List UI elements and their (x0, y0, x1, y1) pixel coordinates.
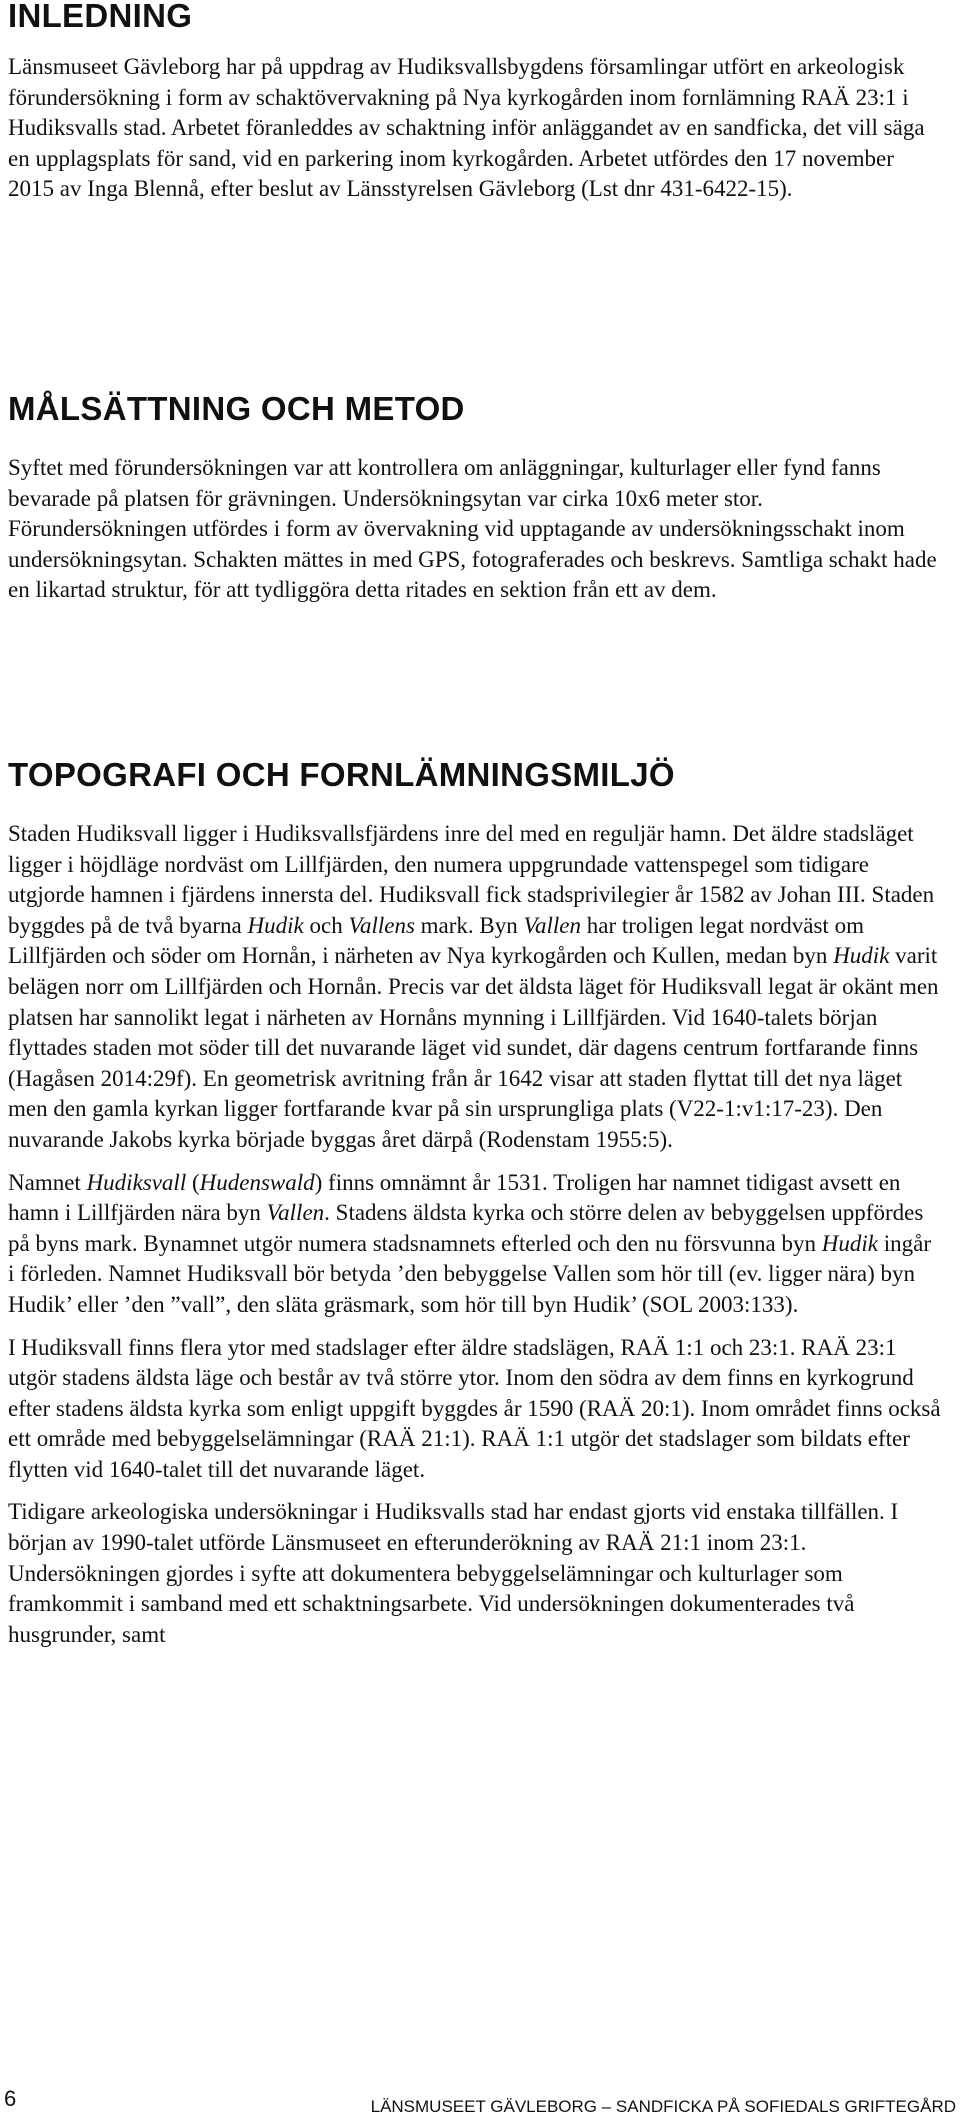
paragraph-text: ingår i förleden. Namnet Hudiksvall bör betyda ’den bebyggelse Vallen som hör till (ev. ligger nära) byn Hudik’ eller ’den ”vall”, den släta gräsmark, som hör till byn Hudik’ (SOL 2003:133). (8, 1230, 931, 1317)
place-name-italic: Hudik (833, 943, 890, 969)
paragraph-text: ) finns omnämnt år 1531. Troligen har namnet tidigast avsett en hamn i Lillfjärden nära byn (8, 1169, 901, 1226)
paragraph-text: Namnet (8, 1169, 87, 1195)
paragraph (8, 52, 943, 205)
place-name-italic: Hudiksvall (86, 1169, 187, 1195)
paragraph (8, 1333, 943, 1486)
place-name-italic: Hudik (247, 912, 304, 938)
section-heading-inledning: INLEDNING (8, 0, 193, 34)
paragraph-text: ( (186, 1169, 200, 1195)
paragraph-text: Länsmuseet Gävleborg har på uppdrag av Hudiksvallsbygdens församlingar utfört en arkeologisk förundersökning i form av schaktövervakning på Nya kyrkogården inom fornlämning RAÄ 23:1 i Hudiksvalls stad. Arbetet föranleddes av schaktning inför anläggandet av en sandficka, det vill säga en upplagsplats för sand, vid en parkering inom kyrkogården. Arbetet utfördes den 17 november 2015 av Inga Blennå, efter beslut av Länsstyrelsen Gävleborg (Lst dnr 431-6422-15). (8, 54, 925, 202)
paragraph-text: och (303, 912, 349, 938)
page-number: 6 (4, 2086, 17, 2111)
section-heading-topografi-och-fornlamningsmiljo: TOPOGRAFI OCH FORNLÄMNINGSMILJÖ (8, 756, 675, 793)
paragraph-text: Tidigare arkeologiska undersökningar i Hudiksvalls stad har endast gjorts vid enstaka tillfällen. I början av 1990-talet utförde Länsmuseet en efterunderökning av RAÄ 21:1 inom 23:1. Undersökningen gjordes i syfte att dokumentera bebyggelselämningar och kulturlager som framkommit i samband med ett schaktningsarbete. Vid undersökningen dokumenterades två husgrunder, samt (8, 1499, 899, 1647)
section-body-malsattning-och-metod (8, 453, 943, 606)
section-heading-malsattning-och-metod: MÅLSÄTTNING OCH METOD (8, 390, 465, 427)
paragraph (8, 453, 943, 606)
section-body-inledning (8, 52, 943, 205)
paragraph-text: varit belägen norr om Lillfjärden och Hornån. Precis var det äldsta läget för Hudiksvall legat är okänt men platsen har sannolikt legat i närheten av Hornåns mynning i Lillfjärden. Vid 1640-talets början flyttades staden mot söder till det nuvarande läget vid sundet, där dagens centrum fortfarande finns (Hagåsen 2014:29f). En geometrisk avritning från år 1642 visar att staden flyttat till det nya läget men den gamla kyrkan ligger fortfarande kvar på sin ursprungliga plats (V22-1:v1:17-23). Den nuvarande Jakobs kyrka började byggas året därpå (Rodenstam 1955:5). (8, 943, 939, 1152)
section-body-topografi-och-fornlamningsmiljo (8, 819, 943, 1650)
paragraph-text: har troligen legat nordväst om Lillfjärden och söder om Hornån, i närheten av Nya kyrkogården och Kullen, medan byn (8, 912, 864, 969)
paragraph-text: Syftet med förundersökningen var att kontrollera om anläggningar, kulturlager eller fynd fanns bevarade på platsen för grävningen. Undersökningsytan var cirka 10x6 meter stor. Förundersökningen utfördes i form av övervakning vid upptagande av undersökningsschakt inom undersökningsytan. Schakten mättes in med GPS, fotograferades och beskrevs. Samtliga schakt hade en likartad struktur, för att tydliggöra detta ritades en sektion från ett av dem. (8, 455, 937, 603)
place-name-italic: Vallens (348, 912, 415, 938)
paragraph-text: I Hudiksvall finns flera ytor med stadslager efter äldre stadslägen, RAÄ 1:1 och 23:1. RAÄ 23:1 utgör stadens äldsta läge och består av två större ytor. Inom den södra av dem finns en kyrkogrund efter stadens äldsta kyrka som enligt uppgift byggdes år 1590 (RAÄ 20:1). Inom området finns också ett område med bebyggelselämningar (RAÄ 21:1). RAÄ 1:1 utgör det stadslager som bildats efter flytten vid 1640-talet till det nuvarande läget. (8, 1334, 941, 1482)
place-name-italic: Hudenswald (199, 1169, 315, 1195)
running-footer: LÄNSMUSEET GÄVLEBORG – SANDFICKA PÅ SOFIEDALS GRIFTEGÅRD (370, 2097, 956, 2116)
place-name-italic: Vallen (523, 912, 582, 938)
paragraph-text: mark. Byn (414, 912, 524, 938)
paragraph (8, 1168, 943, 1321)
paragraph-text: . Stadens äldsta kyrka och större delen av bebyggelsen uppfördes på byns mark. Bynamnet utgör numera stadsnamnets efterled och den nu försvunna byn (8, 1200, 924, 1256)
paragraph (8, 1497, 943, 1650)
paragraph (8, 819, 943, 1156)
place-name-italic: Vallen (266, 1200, 325, 1226)
paragraph-text: Staden Hudiksvall ligger i Hudiksvallsfjärdens inre del med en reguljär hamn. Det äldre stadsläget ligger i höjdläge nordväst om Lillfjärden, den numera uppgrundade vattenspegel som tidigare utgjorde hamnen i fjärdens innersta del. Hudiksvall fick stadsprivilegier år 1582 av Johan III. Staden byggdes på de två byarna (8, 821, 935, 938)
place-name-italic: Hudik (821, 1230, 878, 1256)
